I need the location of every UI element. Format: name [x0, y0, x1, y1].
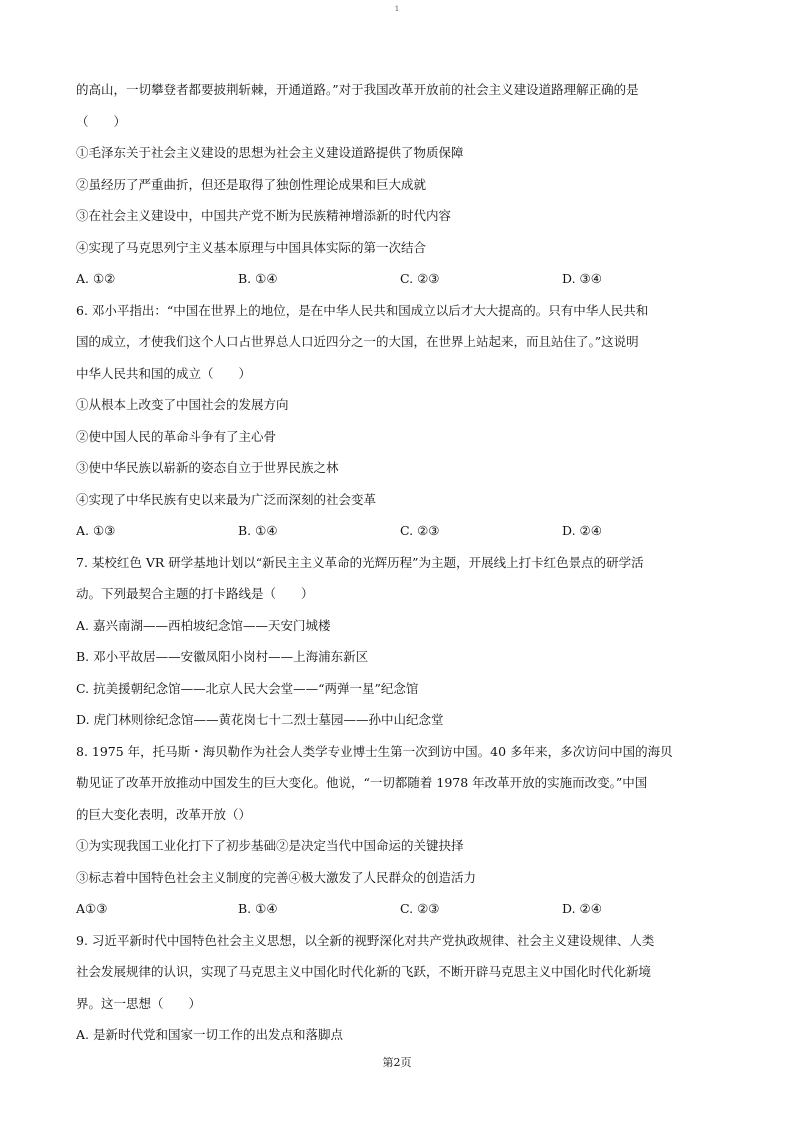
question-stem-line: 社会发展规律的认识，实现了马克思主义中国化时代化新的飞跃，不断开辟马克思主义中国化时代化新境	[76, 964, 652, 979]
question-stem-line: 的巨大变化表明，改革开放（）	[76, 806, 252, 822]
choice-line: A. 嘉兴南湖——西柏坡纪念馆——天安门城楼	[76, 617, 331, 633]
statement-line: ③标志着中国特色社会主义制度的完善④极大激发了人民群众的创造活力	[76, 869, 477, 885]
statement-line: ④实现了中华民族有史以来最为广泛而深刻的社会变革	[76, 491, 377, 507]
question-8	[76, 736, 724, 925]
statement-line: ①从根本上改变了中国社会的发展方向	[76, 397, 289, 412]
option-b: B. ①④	[238, 523, 278, 538]
question-stem-line: （ ）	[76, 113, 127, 129]
question-stem-line: 7. 某校红色 VR 研学基地计划以“新民主主义革命的光辉历程”为主题，开展线上打卡红色景点的研学活	[76, 554, 644, 570]
option-b: B. ①④	[238, 271, 278, 286]
statement-line: ③使中华民族以崭新的姿态自立于世界民族之林	[76, 460, 339, 475]
choice-line: B. 邓小平故居——安徽凤阳小岗村——上海浦东新区	[76, 649, 369, 664]
statement-line: ①为实现我国工业化打下了初步基础②是决定当代中国命运的关键抉择	[76, 838, 464, 853]
option-b: B. ①④	[238, 901, 278, 916]
statement-line: ①毛泽东关于社会主义建设的思想为社会主义建设道路提供了物质保障	[76, 145, 464, 160]
question-stem-line: 勒见证了改革开放推动中国发生的巨大变化。他说，“一切都随着 1978 年改革开放的实施而改变。”中国	[76, 775, 648, 790]
option-c: C. ②③	[400, 523, 440, 538]
question-6	[76, 295, 724, 547]
question-stem-line: 6. 邓小平指出：“中国在世界上的地位，是在中华人民共和国成立以后才大大提高的。只有中华人民共和	[76, 302, 649, 318]
question-5	[76, 74, 724, 295]
question-stem-line: 国的成立，才使我们这个人口占世界总人口近四分之一的大国，在世界上站起来，而且站住了。”这说明	[76, 334, 639, 349]
question-content	[76, 74, 724, 1051]
option-d: D. ②④	[562, 901, 602, 916]
answer-options	[76, 263, 724, 295]
option-a: A. ①②	[76, 271, 116, 286]
option-c: C. ②③	[400, 901, 440, 916]
answer-options	[76, 515, 724, 547]
option-d: D. ③④	[562, 271, 602, 286]
question-7	[76, 547, 724, 736]
question-stem-line: 中华人民共和国的成立（ ）	[76, 365, 252, 381]
question-9	[76, 925, 724, 1051]
statement-line: ④实现了马克思列宁主义基本原理与中国具体实际的第一次结合	[76, 239, 427, 255]
choice-line: A. 是新时代党和国家一切工作的出发点和落脚点	[76, 1027, 343, 1042]
question-stem-line: 界。这一思想（ ）	[76, 995, 202, 1011]
question-stem-line: 8. 1975 年，托马斯・海贝勒作为社会人类学专业博士生第一次到访中国。40 多年来，多次访问中国的海贝	[76, 743, 673, 759]
option-c: C. ②③	[400, 271, 440, 286]
statement-line: ②使中国人民的革命斗争有了主心骨	[76, 428, 277, 444]
question-stem-line: 的高山，一切攀登者都要披荆斩棘，开通道路。”对于我国改革开放前的社会主义建设道路理解正确的是	[76, 82, 639, 97]
option-d: D. ②④	[562, 523, 602, 538]
statement-line: ③在社会主义建设中，中国共产党不断为民族精神增添新的时代内容	[76, 208, 452, 223]
question-stem-line: 9. 习近平新时代中国特色社会主义思想，以全新的视野深化对共产党执政规律、社会主义建设规律、人类	[76, 932, 655, 948]
page-top-mark: 1	[394, 5, 400, 13]
option-a: A. ①③	[76, 523, 116, 538]
choice-line: D. 虎门林则徐纪念馆——黄花岗七十二烈士墓园——孙中山纪念堂	[76, 712, 444, 727]
question-stem-line: 动。下列最契合主题的打卡路线是（ ）	[76, 586, 314, 601]
option-a: A①③	[76, 901, 108, 916]
page-number: 第2页	[382, 1056, 412, 1069]
statement-line: ②虽经历了严重曲折，但还是取得了独创性理论成果和巨大成就	[76, 176, 427, 192]
choice-line: C. 抗美援朝纪念馆——北京人民大会堂——“两弹一星”纪念馆	[76, 680, 419, 696]
answer-options	[76, 893, 724, 925]
